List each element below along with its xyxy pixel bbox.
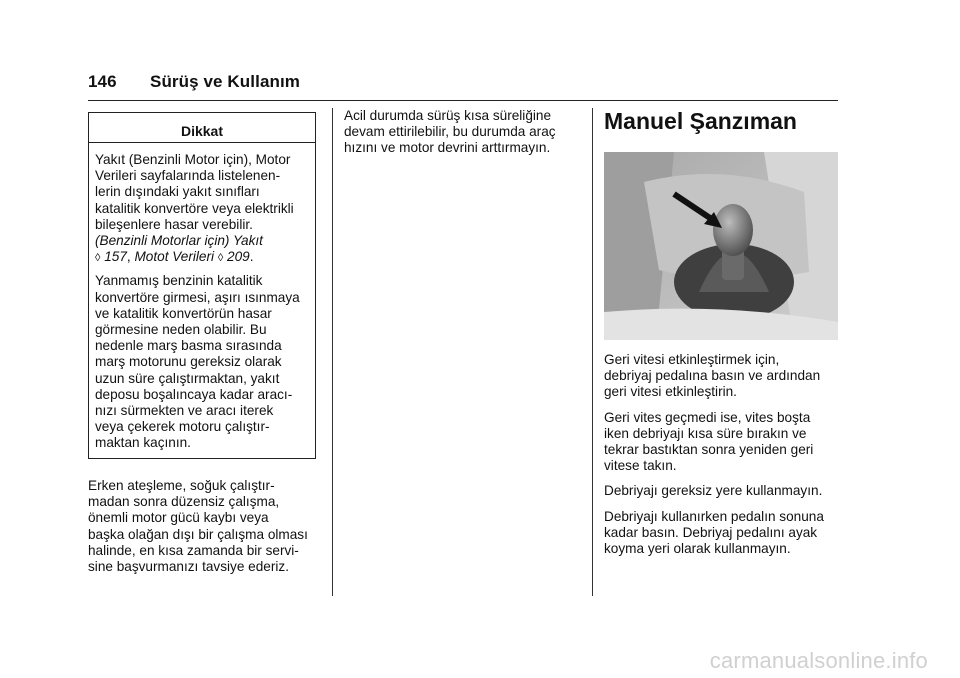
paragraph bbox=[604, 352, 844, 401]
text-line: konvertöre girmesi, aşırı ısınmaya bbox=[95, 289, 300, 305]
text-line: nızı sürmekten ve aracı iterek bbox=[95, 403, 274, 419]
text-line: önemli motor gücü kaybı veya bbox=[88, 510, 269, 526]
watermark: carmanualsonline.info bbox=[709, 648, 928, 673]
text-line: hızını ve motor devrini arttırmayın. bbox=[344, 140, 551, 156]
text-line: Verileri sayfalarında listelenen- bbox=[95, 168, 281, 184]
caution-title: Dikkat bbox=[89, 113, 315, 143]
text-line: iken debriyajı kısa süre bırakın ve bbox=[604, 425, 807, 441]
text-line: debriyaj pedalına basın ve ardından bbox=[604, 368, 821, 384]
text-line: Debriyajı gereksiz yere kullanmayın. bbox=[604, 483, 823, 499]
text-line: kadar basın. Debriyaj pedalını ayak bbox=[604, 524, 818, 540]
column-1-paragraph bbox=[88, 478, 328, 584]
text-line: Debriyajı kullanırken pedalın sonuna bbox=[604, 508, 824, 524]
text-line: katalitik konvertöre veya elektrikli bbox=[95, 200, 294, 216]
page-number: 146 bbox=[88, 72, 117, 91]
ref-page-b: 209 bbox=[227, 249, 250, 265]
text-line: Geri vitesi etkinleştirmek için, bbox=[604, 352, 780, 367]
text-line: madan sonra düzensiz çalışma, bbox=[88, 494, 280, 510]
text-line: koyma yeri olarak kullanmayın. bbox=[604, 541, 791, 557]
text-line: deposu boşalıncaya kadar aracı- bbox=[95, 386, 293, 402]
text-line: bileşenlere hasar verebilir. bbox=[95, 216, 253, 232]
text-line: sine başvurmanızı tavsiye ederiz. bbox=[88, 559, 289, 575]
text-line: veya çekerek motoru çalıştır- bbox=[95, 419, 270, 435]
caution-box bbox=[88, 112, 316, 459]
text-line: lerin dışındaki yakıt sınıfları bbox=[95, 184, 260, 200]
column-2-paragraph bbox=[344, 108, 584, 166]
ref-end: . bbox=[249, 249, 254, 265]
text-line: uzun süre çalıştırmaktan, yakıt bbox=[95, 370, 280, 386]
text-line: halinde, en kısa zamanda bir servi- bbox=[88, 542, 299, 558]
column-3-text bbox=[604, 352, 844, 566]
paragraph bbox=[604, 410, 844, 475]
text-line: devam ettirilebilir, bu durumda araç bbox=[344, 124, 556, 140]
cross-reference-2[interactable] bbox=[95, 249, 309, 266]
cross-reference-1[interactable]: (Benzinli Motorlar için) Yakıt bbox=[95, 233, 263, 249]
caution-paragraph-2 bbox=[95, 273, 309, 451]
page-ref-icon: ◊ bbox=[95, 252, 101, 265]
paragraph bbox=[604, 509, 844, 558]
text-line: ve katalitik konvertörün hasar bbox=[95, 305, 272, 321]
section-heading: Manuel Şanzıman bbox=[604, 108, 797, 134]
text-line: Yakıt (Benzinli Motor için), Motor bbox=[95, 152, 291, 167]
text-line: Acil durumda sürüş kısa süreliğine bbox=[344, 108, 552, 123]
text-line: tekrar bastıktan sonra yeniden geri bbox=[604, 442, 814, 458]
text-line: başka olağan dışı bir çalışma olması bbox=[88, 526, 308, 542]
text-line: Yanmamış benzinin katalitik bbox=[95, 273, 263, 289]
text-line: maktan kaçının. bbox=[95, 435, 191, 451]
text-line: görmesine neden olabilir. Bu bbox=[95, 322, 267, 338]
ref-page: 157 bbox=[104, 249, 127, 265]
text-line: Geri vites geçmedi ise, vites boşta bbox=[604, 409, 811, 425]
caution-paragraph-1 bbox=[95, 152, 309, 266]
header-divider bbox=[88, 100, 838, 101]
section-title-header: Sürüş ve Kullanım bbox=[150, 72, 301, 91]
column-divider-1 bbox=[332, 108, 333, 596]
page-header bbox=[88, 72, 300, 92]
paragraph bbox=[604, 483, 844, 499]
ref-separator: , bbox=[126, 249, 131, 265]
ref-title: Motot Verileri bbox=[134, 249, 215, 265]
text-line: vitese takın. bbox=[604, 458, 677, 474]
text-line: nedenle marş basma sırasında bbox=[95, 338, 282, 354]
page-ref-icon: ◊ bbox=[217, 252, 224, 265]
gear-shift-photo bbox=[604, 152, 838, 340]
text-line: Erken ateşleme, soğuk çalıştır- bbox=[88, 478, 275, 493]
text-line: marş motorunu gereksiz olarak bbox=[95, 354, 282, 370]
column-divider-2 bbox=[592, 108, 593, 596]
text-line: geri vitesi etkinleştirin. bbox=[604, 384, 737, 400]
